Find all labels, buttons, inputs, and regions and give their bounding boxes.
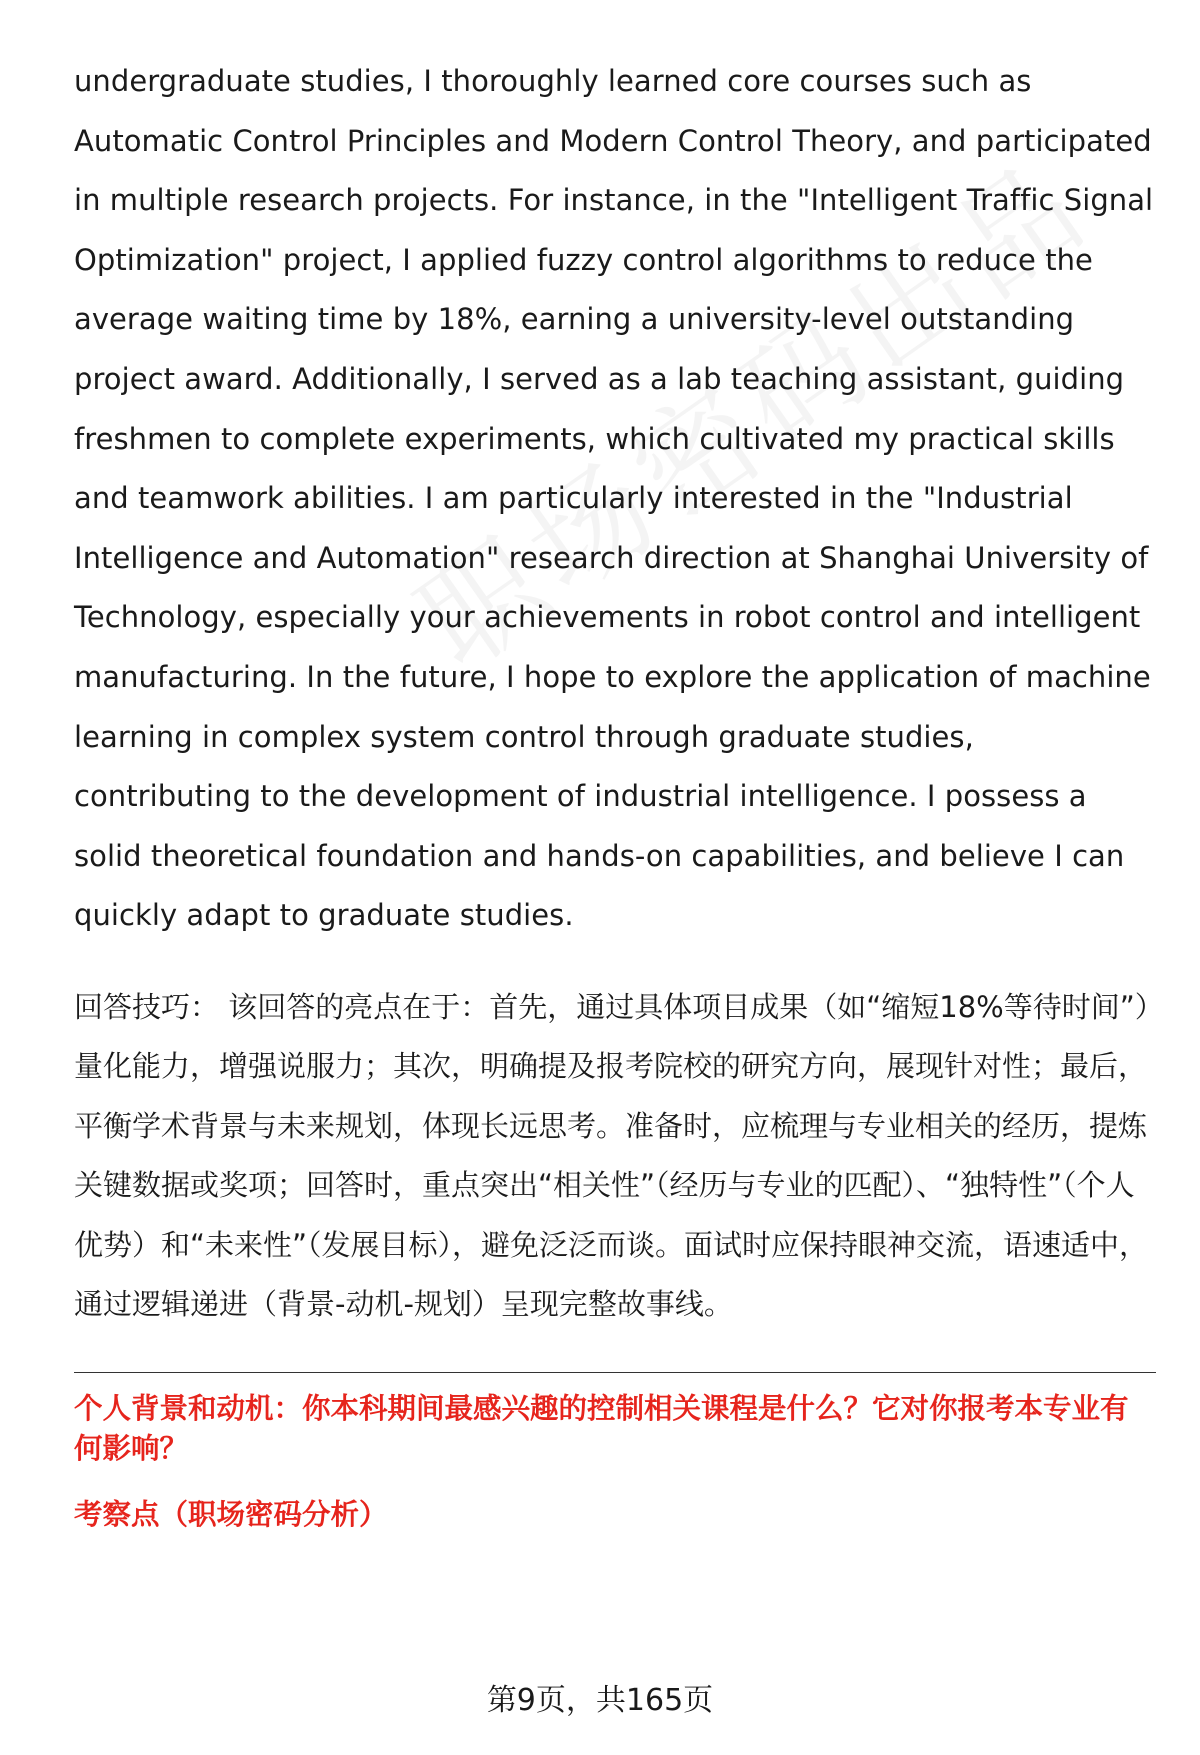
section-divider xyxy=(74,1372,1156,1373)
assessment-points-heading: 考察点（职场密码分析） xyxy=(74,1498,388,1532)
answer-paragraph: undergraduate studies, I thoroughly learned core courses such as Automatic Control Principles and Modern Control Theory, and participated in multiple research projects. For instance, in the "Intelligent Traffic Signal Optimization" project, I applied fuzzy control algorithms to reduce the average waiting time by 18%, earning a university-level outstanding project award. Additionally, I served as a lab teaching assistant, guiding freshmen to complete experiments, which cultivated my practical skills and teamwork abilities. I am particularly interested in the "Industrial Intelligence and Automation" research direction at Shanghai University of Technology, especially your achievements in robot control and intelligent manufacturing. In the future, I hope to explore the application of machine learning in complex system control through graduate studies, contributing to the development of industrial intelligence. I possess a solid theoretical foundation and hands-on capabilities, and believe I can quickly adapt to graduate studies. xyxy=(74,64,1154,933)
question-heading: 个人背景和动机：你本科期间最感兴趣的控制相关课程是什么？它对你报考本专业有何影响？ xyxy=(74,1392,1129,1466)
page-number: 第9页，共165页 xyxy=(486,1683,714,1718)
document-body xyxy=(74,52,1154,1535)
tips-label: 回答技巧： xyxy=(74,989,220,1024)
tips-text: 该回答的亮点在于：首先，通过具体项目成果（如“缩短18%等待时间”）量化能力，增强说服力；其次，明确提及报考院校的研究方向，展现针对性；最后，平衡学术背景与未来规划，体现长远思考。准备时，应梳理与专业相关的经历，提炼关键数据或奖项；回答时，重点突出“相关性”（经历与专业的匹配）、“独特性”（个人优势）和“未来性”（发展目标），避免泛泛而谈。面试时应保持眼神交流，语速适中，通过逻辑递进（背景-动机-规划）呈现完整故事线。 xyxy=(74,989,1150,1321)
answer-tips-paragraph xyxy=(74,978,1154,1334)
